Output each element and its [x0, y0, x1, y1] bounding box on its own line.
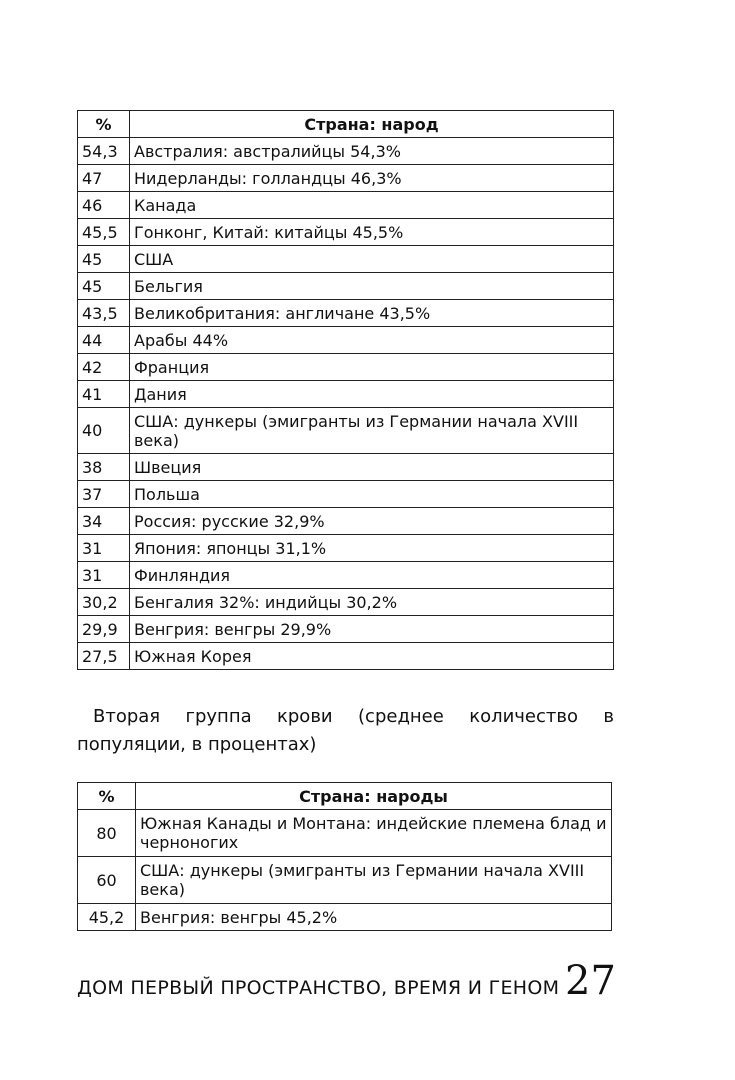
table-row [78, 481, 614, 508]
country-cell: Дания [130, 381, 614, 408]
percent-cell: 80 [78, 810, 136, 857]
table-row [78, 192, 614, 219]
table-row [78, 273, 614, 300]
percent-cell: 31 [78, 562, 130, 589]
country-cell: Япония: японцы 31,1% [130, 535, 614, 562]
table-row [78, 454, 614, 481]
percent-cell: 37 [78, 481, 130, 508]
table-row [78, 508, 614, 535]
country-cell: США [130, 246, 614, 273]
percent-cell: 43,5 [78, 300, 130, 327]
percent-cell: 45,2 [78, 904, 136, 931]
table-row [78, 643, 614, 670]
table-row [78, 354, 614, 381]
table-header-row [78, 111, 614, 138]
header-country: Страна: народ [130, 111, 614, 138]
country-cell: Канада [130, 192, 614, 219]
country-cell: Венгрия: венгры 29,9% [130, 616, 614, 643]
table-row [78, 408, 614, 454]
percent-cell: 60 [78, 857, 136, 904]
page-number: 27 [565, 958, 616, 1004]
percent-cell: 40 [78, 408, 130, 454]
country-cell: США: дункеры (эмигранты из Германии начала XVIII века) [136, 857, 612, 904]
table-header-row [78, 783, 612, 810]
country-cell: Арабы 44% [130, 327, 614, 354]
country-cell: Бенгалия 32%: индийцы 30,2% [130, 589, 614, 616]
percent-cell: 27,5 [78, 643, 130, 670]
header-percent: % [78, 111, 130, 138]
table-row [78, 381, 614, 408]
country-cell: Великобритания: англичане 43,5% [130, 300, 614, 327]
country-cell: Нидерланды: голландцы 46,3% [130, 165, 614, 192]
table-row [78, 616, 614, 643]
percent-cell: 47 [78, 165, 130, 192]
country-cell: Южная Канады и Монтана: индейские племена блад и черноногих [136, 810, 612, 857]
percent-cell: 54,3 [78, 138, 130, 165]
table-row [78, 857, 612, 904]
table-row [78, 219, 614, 246]
percent-cell: 34 [78, 508, 130, 535]
country-cell: Бельгия [130, 273, 614, 300]
percent-cell: 46 [78, 192, 130, 219]
percent-cell: 42 [78, 354, 130, 381]
table-row [78, 138, 614, 165]
table-row [78, 535, 614, 562]
country-cell: Южная Корея [130, 643, 614, 670]
section-heading: Вторая группа крови (среднее количество в популяции, в процентах) [77, 706, 614, 755]
percent-cell: 41 [78, 381, 130, 408]
percent-cell: 45 [78, 246, 130, 273]
country-cell: Венгрия: венгры 45,2% [136, 904, 612, 931]
table-row [78, 589, 614, 616]
country-cell: Гонконг, Китай: китайцы 45,5% [130, 219, 614, 246]
header-percent: % [78, 783, 136, 810]
table-row [78, 327, 614, 354]
running-footer-title: ДОМ ПЕРВЫЙ ПРОСТРАНСТВО, ВРЕМЯ И ГЕНОМ [77, 977, 560, 999]
blood-group-table-1 [77, 110, 614, 670]
table-row [78, 246, 614, 273]
table-row [78, 300, 614, 327]
percent-cell: 44 [78, 327, 130, 354]
table-row [78, 810, 612, 857]
percent-cell: 30,2 [78, 589, 130, 616]
table-row [78, 904, 612, 931]
percent-cell: 29,9 [78, 616, 130, 643]
percent-cell: 45 [78, 273, 130, 300]
country-cell: Франция [130, 354, 614, 381]
percent-cell: 45,5 [78, 219, 130, 246]
percent-cell: 31 [78, 535, 130, 562]
country-cell: Финляндия [130, 562, 614, 589]
country-cell: США: дункеры (эмигранты из Германии начала XVIII века) [130, 408, 614, 454]
country-cell: Польша [130, 481, 614, 508]
header-country: Страна: народы [136, 783, 612, 810]
country-cell: Австралия: австралийцы 54,3% [130, 138, 614, 165]
percent-cell: 38 [78, 454, 130, 481]
country-cell: Россия: русские 32,9% [130, 508, 614, 535]
country-cell: Швеция [130, 454, 614, 481]
table-row [78, 562, 614, 589]
blood-group-table-2 [77, 782, 612, 931]
table-row [78, 165, 614, 192]
